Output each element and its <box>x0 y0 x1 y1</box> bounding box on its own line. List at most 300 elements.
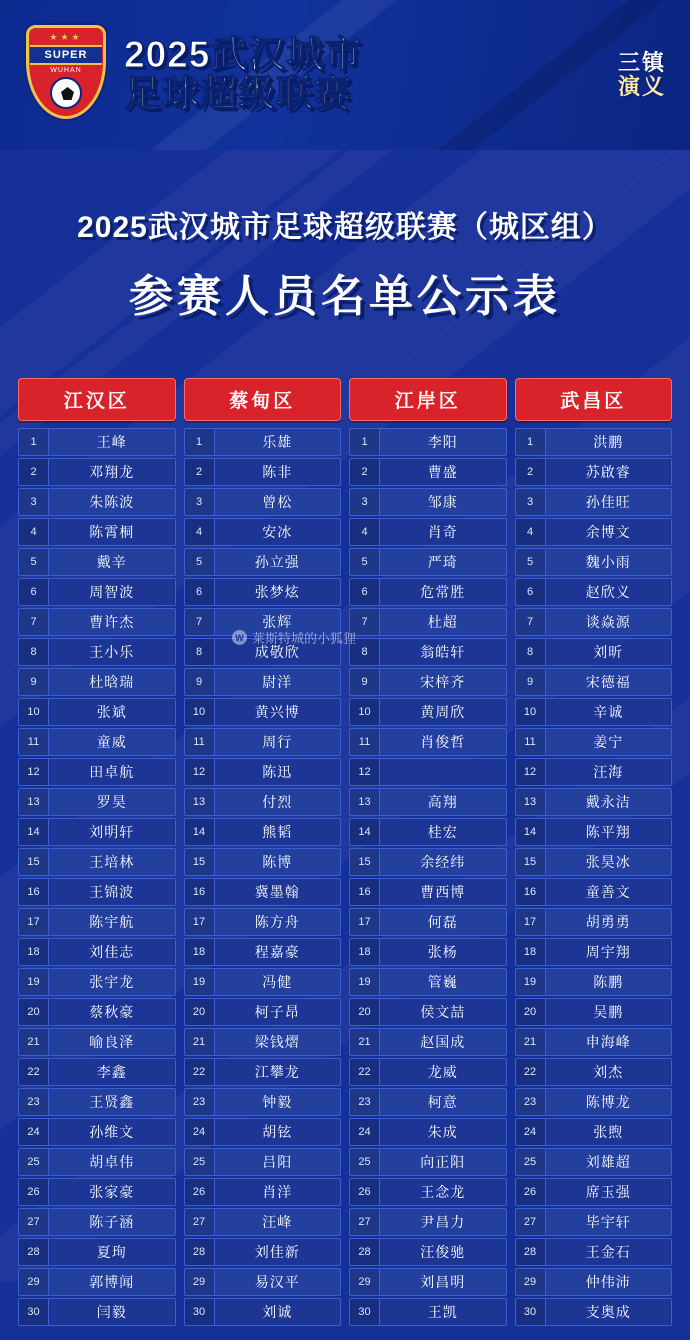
player-number: 16 <box>516 879 546 905</box>
player-name: 柯意 <box>427 1094 458 1110</box>
player-name: 刘佳志 <box>89 944 135 960</box>
player-number: 19 <box>19 969 49 995</box>
column-header: 蔡甸区 <box>184 378 342 421</box>
player-number: 13 <box>185 789 215 815</box>
player-name: 侯文喆 <box>420 1004 466 1020</box>
player-number: 26 <box>19 1179 49 1205</box>
table-row <box>515 848 673 876</box>
table-row <box>18 578 176 606</box>
player-name: 胡勇勇 <box>585 914 631 930</box>
player-name: 冀墨翰 <box>254 884 300 900</box>
player-name: 蔡秋豪 <box>89 1004 135 1020</box>
watermark-text: 莱斯特城的小狐狸 <box>252 631 357 646</box>
table-row <box>184 998 342 1026</box>
player-name: 陈博龙 <box>585 1094 631 1110</box>
player-number: 10 <box>185 699 215 725</box>
player-number: 23 <box>19 1089 49 1115</box>
table-row <box>184 1238 342 1266</box>
player-name: 曹许杰 <box>89 614 135 630</box>
player-number: 22 <box>350 1059 380 1085</box>
player-number: 3 <box>516 489 546 515</box>
player-number: 12 <box>19 759 49 785</box>
table-row <box>349 848 507 876</box>
table-row <box>184 848 342 876</box>
player-number: 23 <box>516 1089 546 1115</box>
player-number: 21 <box>185 1029 215 1055</box>
table-row <box>349 698 507 726</box>
player-name: 陈方舟 <box>254 914 300 930</box>
table-row <box>515 548 673 576</box>
table-row <box>184 758 342 786</box>
player-name: 陈平翔 <box>585 824 631 840</box>
player-name: 席玉强 <box>585 1184 631 1200</box>
table-row <box>18 938 176 966</box>
player-number: 13 <box>516 789 546 815</box>
player-name: 闫毅 <box>96 1304 127 1320</box>
player-number: 2 <box>350 459 380 485</box>
player-number: 14 <box>350 819 380 845</box>
player-name: 尉洋 <box>262 674 293 690</box>
table-row <box>184 1268 342 1296</box>
table-row <box>18 548 176 576</box>
player-number: 8 <box>516 639 546 665</box>
table-row <box>184 968 342 996</box>
player-name: 尹昌力 <box>420 1214 466 1230</box>
table-row <box>349 1028 507 1056</box>
table-row <box>18 968 176 996</box>
player-number: 5 <box>516 549 546 575</box>
table-row <box>184 1148 342 1176</box>
table-row <box>184 908 342 936</box>
player-name: 宋德福 <box>585 674 631 690</box>
player-number: 22 <box>516 1059 546 1085</box>
table-row <box>184 548 342 576</box>
player-number: 3 <box>19 489 49 515</box>
table-row <box>18 518 176 546</box>
table-row <box>515 608 673 636</box>
table-row <box>184 638 342 666</box>
player-number: 10 <box>350 699 380 725</box>
player-name: 汪俊驰 <box>420 1244 466 1260</box>
player-number: 19 <box>350 969 380 995</box>
table-row <box>349 998 507 1026</box>
player-number: 3 <box>185 489 215 515</box>
player-name: 黄周欣 <box>420 704 466 720</box>
table-row <box>349 878 507 906</box>
table-row <box>349 1058 507 1086</box>
player-number: 25 <box>19 1149 49 1175</box>
player-name: 汪峰 <box>262 1214 293 1230</box>
player-number: 14 <box>19 819 49 845</box>
table-row <box>349 758 507 786</box>
player-name: 柯子昂 <box>254 1004 300 1020</box>
table-row <box>515 1238 673 1266</box>
table-row <box>18 848 176 876</box>
player-number: 6 <box>350 579 380 605</box>
player-name: 安冰 <box>262 524 293 540</box>
player-name: 危常胜 <box>420 584 466 600</box>
table-row <box>349 488 507 516</box>
player-name: 杜晗瑞 <box>89 674 135 690</box>
table-row <box>184 578 342 606</box>
brand-logo <box>618 51 672 99</box>
player-number: 25 <box>516 1149 546 1175</box>
player-name: 程嘉豪 <box>254 944 300 960</box>
player-name: 桂宏 <box>427 824 458 840</box>
player-number: 7 <box>19 609 49 635</box>
player-number: 14 <box>516 819 546 845</box>
table-row <box>515 458 673 486</box>
player-name: 谈焱源 <box>585 614 631 630</box>
table-row <box>515 1118 673 1146</box>
player-name <box>380 759 506 785</box>
player-name: 吴鹏 <box>593 1004 624 1020</box>
player-number: 3 <box>350 489 380 515</box>
table-row <box>184 1118 342 1146</box>
player-number: 2 <box>19 459 49 485</box>
player-name: 汪海 <box>593 764 624 780</box>
player-name: 龙威 <box>427 1064 458 1080</box>
table-row <box>515 998 673 1026</box>
table-row <box>515 428 673 456</box>
table-row <box>184 938 342 966</box>
table-row <box>349 1238 507 1266</box>
page-title <box>0 150 690 338</box>
banner-title-line1: 2025武汉城市 <box>124 34 363 76</box>
table-row <box>18 758 176 786</box>
player-number: 19 <box>516 969 546 995</box>
player-number: 23 <box>185 1089 215 1115</box>
player-name: 刘雄超 <box>585 1154 631 1170</box>
table-row <box>18 1088 176 1116</box>
player-number: 29 <box>516 1269 546 1295</box>
table-row <box>515 788 673 816</box>
player-name: 刘昕 <box>593 644 624 660</box>
player-number: 30 <box>516 1299 546 1325</box>
super-wuhan-crest-icon <box>18 19 114 131</box>
player-name: 孙佳旺 <box>585 494 631 510</box>
player-number: 30 <box>185 1299 215 1325</box>
table-row <box>349 548 507 576</box>
player-name: 张家豪 <box>89 1184 135 1200</box>
player-number: 10 <box>19 699 49 725</box>
player-number: 2 <box>185 459 215 485</box>
player-number: 15 <box>19 849 49 875</box>
table-row <box>18 818 176 846</box>
player-number: 8 <box>185 639 215 665</box>
player-name: 王培林 <box>89 854 135 870</box>
player-number: 20 <box>516 999 546 1025</box>
player-name: 姜宁 <box>593 734 624 750</box>
table-row <box>184 608 342 636</box>
table-row <box>515 698 673 726</box>
player-number: 13 <box>350 789 380 815</box>
player-number: 9 <box>350 669 380 695</box>
player-name: 陈非 <box>262 464 293 480</box>
brand-line1: 三镇 <box>617 49 666 75</box>
table-row <box>349 1268 507 1296</box>
player-number: 15 <box>516 849 546 875</box>
table-row <box>349 1298 507 1326</box>
player-number: 6 <box>19 579 49 605</box>
player-name: 辛诚 <box>593 704 624 720</box>
table-row <box>515 1208 673 1236</box>
player-name: 张煦 <box>593 1124 624 1140</box>
player-number: 24 <box>185 1119 215 1145</box>
player-name: 肖俊哲 <box>420 734 466 750</box>
player-name: 张辉 <box>262 614 293 630</box>
player-name: 孙维文 <box>89 1124 135 1140</box>
roster-column <box>18 378 176 1328</box>
player-number: 18 <box>19 939 49 965</box>
player-number: 23 <box>350 1089 380 1115</box>
headline-line1: 2025武汉城市足球超级联赛（城区组） <box>77 211 613 244</box>
player-number: 20 <box>185 999 215 1025</box>
player-name: 周宇翔 <box>585 944 631 960</box>
player-number: 22 <box>185 1059 215 1085</box>
player-number: 5 <box>19 549 49 575</box>
player-name: 苏啟睿 <box>585 464 631 480</box>
player-number: 21 <box>516 1029 546 1055</box>
table-row <box>18 698 176 726</box>
player-number: 7 <box>350 609 380 635</box>
player-number: 14 <box>185 819 215 845</box>
player-number: 26 <box>516 1179 546 1205</box>
table-row <box>349 668 507 696</box>
player-name: 王凯 <box>427 1304 458 1320</box>
table-row <box>515 968 673 996</box>
player-name: 严琦 <box>427 554 458 570</box>
player-number: 17 <box>19 909 49 935</box>
weibo-icon: W <box>232 630 247 645</box>
player-name: 张杨 <box>427 944 458 960</box>
player-name: 乐雄 <box>262 434 293 450</box>
player-name: 肖奇 <box>427 524 458 540</box>
player-name: 曹盛 <box>427 464 458 480</box>
player-name: 余经纬 <box>420 854 466 870</box>
player-name: 刘杰 <box>593 1064 624 1080</box>
player-name: 王锦波 <box>89 884 135 900</box>
player-name: 王念龙 <box>420 1184 466 1200</box>
player-name: 刘明轩 <box>89 824 135 840</box>
player-name: 陈鹏 <box>593 974 624 990</box>
table-row <box>184 458 342 486</box>
table-row <box>18 728 176 756</box>
player-number: 24 <box>516 1119 546 1145</box>
table-row <box>515 758 673 786</box>
player-name: 孙立强 <box>254 554 300 570</box>
player-number: 20 <box>350 999 380 1025</box>
player-number: 26 <box>185 1179 215 1205</box>
player-number: 7 <box>185 609 215 635</box>
banner-title <box>124 36 618 114</box>
player-number: 28 <box>350 1239 380 1265</box>
table-row <box>184 488 342 516</box>
player-number: 18 <box>185 939 215 965</box>
player-number: 4 <box>185 519 215 545</box>
player-name: 罗昊 <box>96 794 127 810</box>
player-name: 陈宇航 <box>89 914 135 930</box>
table-row <box>184 1178 342 1206</box>
table-row <box>349 608 507 636</box>
player-name: 申海峰 <box>585 1034 631 1050</box>
table-row <box>349 1178 507 1206</box>
player-number: 27 <box>350 1209 380 1235</box>
player-name: 田卓航 <box>89 764 135 780</box>
player-number: 27 <box>516 1209 546 1235</box>
player-name: 高翔 <box>427 794 458 810</box>
table-row <box>515 488 673 516</box>
player-number: 19 <box>185 969 215 995</box>
player-name: 宋梓齐 <box>420 674 466 690</box>
player-name: 管巍 <box>427 974 458 990</box>
player-name: 冯健 <box>262 974 293 990</box>
player-number: 9 <box>185 669 215 695</box>
table-row <box>184 518 342 546</box>
table-row <box>18 1208 176 1236</box>
player-number: 26 <box>350 1179 380 1205</box>
table-row <box>515 518 673 546</box>
player-number: 22 <box>19 1059 49 1085</box>
table-row <box>18 608 176 636</box>
table-row <box>515 878 673 906</box>
table-row <box>349 968 507 996</box>
player-name: 何磊 <box>427 914 458 930</box>
brand-line2: 演义 <box>617 74 666 99</box>
player-name: 王峰 <box>96 434 127 450</box>
player-name: 邹康 <box>427 494 458 510</box>
player-number: 1 <box>185 429 215 455</box>
roster-column <box>515 378 673 1328</box>
table-row <box>18 488 176 516</box>
table-row <box>184 1058 342 1086</box>
table-row <box>18 788 176 816</box>
player-name: 陈博 <box>262 854 293 870</box>
player-name: 刘佳新 <box>254 1244 300 1260</box>
table-row <box>18 1298 176 1326</box>
player-number: 16 <box>350 879 380 905</box>
table-row <box>515 1028 673 1056</box>
player-name: 毕宇轩 <box>585 1214 631 1230</box>
player-number: 28 <box>516 1239 546 1265</box>
player-name: 张斌 <box>96 704 127 720</box>
player-name: 成敬欣 <box>254 644 300 660</box>
table-row <box>515 818 673 846</box>
player-name: 王贤鑫 <box>89 1094 135 1110</box>
table-row <box>18 1028 176 1056</box>
player-name: 朱陈波 <box>89 494 135 510</box>
table-row <box>349 428 507 456</box>
player-name: 曾松 <box>262 494 293 510</box>
football-icon <box>50 77 82 109</box>
player-name: 杜超 <box>427 614 458 630</box>
player-number: 12 <box>185 759 215 785</box>
table-row <box>515 1268 673 1296</box>
table-row <box>515 638 673 666</box>
player-number: 21 <box>19 1029 49 1055</box>
table-row <box>515 728 673 756</box>
player-number: 28 <box>19 1239 49 1265</box>
player-name: 钟毅 <box>262 1094 293 1110</box>
player-number: 2 <box>516 459 546 485</box>
table-row <box>184 668 342 696</box>
player-name: 戴永洁 <box>585 794 631 810</box>
player-number: 11 <box>350 729 380 755</box>
table-row <box>18 1268 176 1296</box>
headline-line2: 参赛人员名单公示表 <box>129 272 561 321</box>
table-row <box>184 698 342 726</box>
table-row <box>18 1238 176 1266</box>
table-row <box>349 908 507 936</box>
player-number: 17 <box>516 909 546 935</box>
player-number: 24 <box>19 1119 49 1145</box>
player-number: 15 <box>350 849 380 875</box>
player-number: 11 <box>185 729 215 755</box>
table-row <box>184 878 342 906</box>
player-name: 仲伟沛 <box>585 1274 631 1290</box>
table-row <box>184 1298 342 1326</box>
player-number: 21 <box>350 1029 380 1055</box>
player-name: 赵欣义 <box>585 584 631 600</box>
player-number: 7 <box>516 609 546 635</box>
player-name: 向正阳 <box>420 1154 466 1170</box>
table-row <box>184 1088 342 1116</box>
player-number: 25 <box>350 1149 380 1175</box>
player-number: 4 <box>19 519 49 545</box>
table-row <box>18 1058 176 1086</box>
table-row <box>184 1208 342 1236</box>
player-number: 4 <box>516 519 546 545</box>
player-name: 胡铉 <box>262 1124 293 1140</box>
player-number: 8 <box>19 639 49 665</box>
player-name: 梁钱熠 <box>254 1034 300 1050</box>
table-row <box>18 908 176 936</box>
player-name: 周智波 <box>89 584 135 600</box>
player-number: 12 <box>350 759 380 785</box>
table-row <box>515 668 673 696</box>
player-number: 18 <box>516 939 546 965</box>
player-number: 8 <box>350 639 380 665</box>
player-name: 赵国成 <box>420 1034 466 1050</box>
table-row <box>349 728 507 756</box>
player-number: 6 <box>185 579 215 605</box>
player-name: 张宇龙 <box>89 974 135 990</box>
roster-column <box>184 378 342 1328</box>
player-number: 29 <box>19 1269 49 1295</box>
player-number: 9 <box>516 669 546 695</box>
player-name: 王小乐 <box>89 644 135 660</box>
table-row <box>515 908 673 936</box>
table-row <box>18 638 176 666</box>
player-number: 10 <box>516 699 546 725</box>
player-name: 夏珣 <box>96 1244 127 1260</box>
player-name: 付烈 <box>262 794 293 810</box>
banner-title-line2: 足球超级联赛 <box>124 73 352 114</box>
player-number: 24 <box>350 1119 380 1145</box>
player-number: 17 <box>350 909 380 935</box>
player-name: 陈子涵 <box>89 1214 135 1230</box>
table-row <box>18 668 176 696</box>
player-name: 黄兴博 <box>254 704 300 720</box>
player-name: 喻良泽 <box>89 1034 135 1050</box>
player-number: 5 <box>185 549 215 575</box>
player-number: 5 <box>350 549 380 575</box>
table-row <box>349 1148 507 1176</box>
player-name: 洪鹏 <box>593 434 624 450</box>
table-row <box>18 458 176 486</box>
table-row <box>184 728 342 756</box>
player-name: 郭博闻 <box>89 1274 135 1290</box>
